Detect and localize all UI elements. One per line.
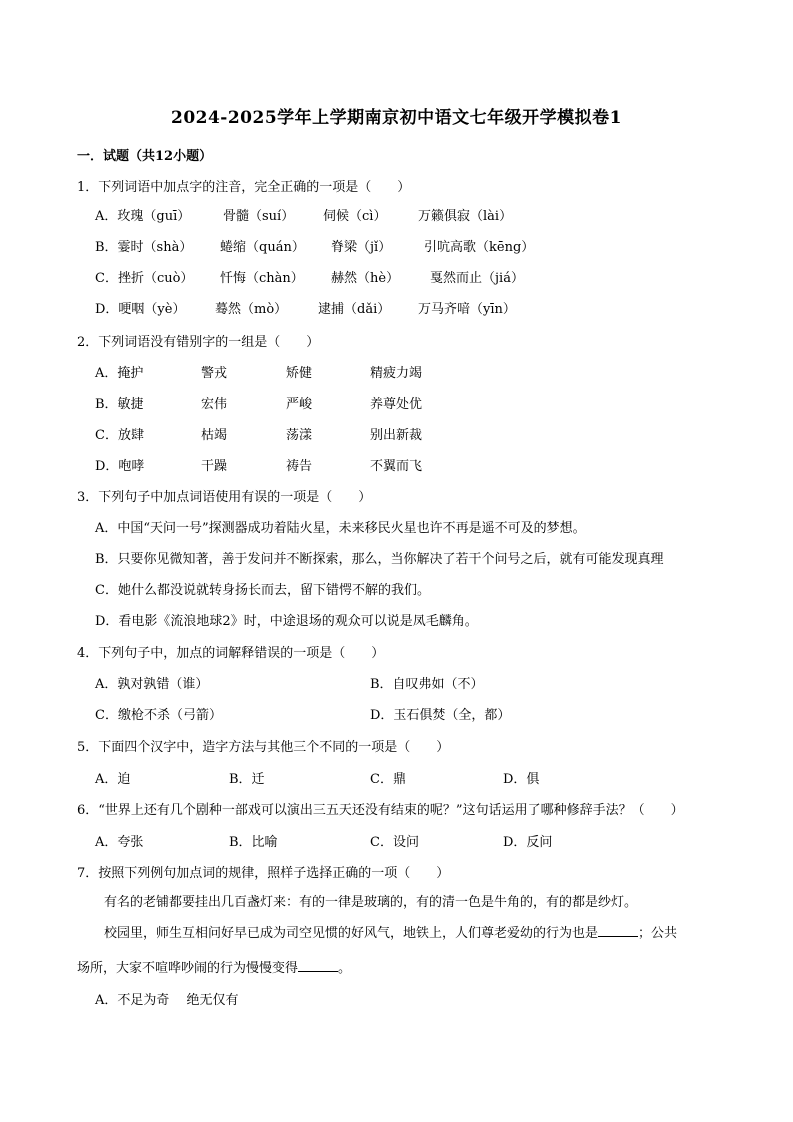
q1-option-d-word-1: D．哽咽（yè） <box>95 302 186 317</box>
q1-option-c-word-3: 赫然（hè） <box>331 271 400 286</box>
q2-option-c-word-2: 枯竭 <box>201 428 228 443</box>
q2-option-c-word-3: 荡漾 <box>286 428 313 443</box>
q7-passage-line-2-text: 场所，大家不喧哗吵闹的行为慢慢变得 <box>77 961 299 976</box>
q7-passage-line-1-tail: ；公共 <box>638 926 678 941</box>
question-6-stem: 6．“世界上还有几个剧种一部戏可以演出三五天还没有结束的呢？”这句话运用了哪种修辞手法？（ ） <box>77 803 684 818</box>
question-1-stem: 1．下列词语中加点字的注音，完全正确的一项是（ ） <box>77 180 411 195</box>
q6-option-b: B．比喻 <box>229 835 278 850</box>
q2-option-a-word-1: A．掩护 <box>95 366 144 381</box>
q6-option-c: C．设问 <box>370 835 419 850</box>
q2-option-a-word-4: 精疲力竭 <box>370 366 423 381</box>
q2-option-d-word-1: D．咆哮 <box>95 459 145 474</box>
q7-example-sentence: 有名的老铺都要挂出几百盏灯来：有的一律是玻璃的，有的清一色是牛角的，有的都是纱灯。 <box>104 895 638 910</box>
q2-option-d-word-4: 不翼而飞 <box>370 459 423 474</box>
q2-option-c-word-4: 别出新裁 <box>370 428 423 443</box>
q7-passage-line-1-text: 校园里，师生互相问好早已成为司空见惯的好风气，地铁上，人们尊老爱幼的行为也是 <box>104 926 599 941</box>
q1-option-d-word-2: 蓦然（mò） <box>215 302 288 317</box>
q2-option-d-word-2: 干躁 <box>201 459 228 474</box>
q4-option-d: D．玉石俱焚（全，都） <box>370 708 511 723</box>
q1-option-b-word-2: 蜷缩（quán） <box>220 240 305 255</box>
q3-option-d: D．看电影《流浪地球2》时，中途退场的观众可以说是凤毛麟角。 <box>95 614 478 629</box>
q2-option-b-word-4: 养尊处优 <box>370 397 423 412</box>
q2-option-c-word-1: C．放肆 <box>95 428 144 443</box>
q1-option-a-word-2: 骨髓（suí） <box>223 209 295 224</box>
q1-option-c-word-1: C．挫折（cuò） <box>95 271 194 286</box>
q2-option-a-word-3: 矫健 <box>286 366 313 381</box>
q5-option-a: A．迫 <box>95 772 131 787</box>
q2-option-b-word-2: 宏伟 <box>201 397 228 412</box>
q5-option-b: B．迁 <box>229 772 265 787</box>
page-title: 2024-2025学年上学期南京初中语文七年级开学模拟卷1 <box>170 108 622 128</box>
q5-option-d: D．俱 <box>503 772 540 787</box>
question-7-stem: 7．按照下列例句加点词的规律，照样子选择正确的一项（ ） <box>77 866 450 881</box>
q3-option-a: A．中国“天问一号”探测器成功着陆火星，未来移民火星也许不再是遥不可及的梦想。 <box>95 521 586 536</box>
question-4-stem: 4．下列句子中，加点的词解释错误的一项是（ ） <box>77 646 385 661</box>
q7-blank-1 <box>598 924 638 937</box>
q1-option-b-word-1: B．霎时（shà） <box>95 240 193 255</box>
q1-option-b-word-4: 引吭高歌（kēng） <box>424 240 535 255</box>
q1-option-c-word-4: 戛然而止（jiá） <box>430 271 524 286</box>
q2-option-d-word-3: 祷告 <box>286 459 313 474</box>
q1-option-c-word-2: 忏悔（chàn） <box>220 271 304 286</box>
q1-option-b-word-3: 脊梁（jǐ） <box>331 240 392 255</box>
q5-option-c: C．鼎 <box>370 772 406 787</box>
q7-passage-line-2 <box>77 957 351 976</box>
question-3-stem: 3．下列句子中加点词语使用有误的一项是（ ） <box>77 490 372 505</box>
question-2-stem: 2．下列词语没有错别字的一组是（ ） <box>77 335 320 350</box>
q4-option-c: C．缴枪不杀（弓箭） <box>95 708 222 723</box>
q7-blank-2 <box>298 959 338 972</box>
q1-option-a-word-3: 伺候（cì） <box>323 209 387 224</box>
q2-option-b-word-1: B．敏捷 <box>95 397 144 412</box>
q1-option-a-word-1: A．玫瑰（guī） <box>95 209 191 224</box>
q2-option-a-word-2: 警戎 <box>201 366 228 381</box>
q6-option-d: D．反问 <box>503 835 553 850</box>
q4-option-a: A．孰对孰错（谁） <box>95 677 209 692</box>
section-heading: 一．试题（共12小题） <box>77 149 213 164</box>
q3-option-b: B．只要你见微知著，善于发问并不断探索，那么，当你解决了若干个问号之后，就有可能发现真理 <box>95 552 664 567</box>
q1-option-d-word-4: 万马齐喑（yīn） <box>418 302 516 317</box>
q1-option-a-word-4: 万籁俱寂（lài） <box>418 209 513 224</box>
q1-option-d-word-3: 逮捕（dǎi） <box>318 302 391 317</box>
q6-option-a: A．夸张 <box>95 835 144 850</box>
q7-option-a: A．不足为奇 绝无仅有 <box>95 993 239 1008</box>
question-5-stem: 5．下面四个汉字中，造字方法与其他三个不同的一项是（ ） <box>77 740 450 755</box>
q7-passage-line-1 <box>104 922 677 941</box>
q2-option-b-word-3: 严峻 <box>286 397 313 412</box>
q4-option-b: B．自叹弗如（不） <box>370 677 484 692</box>
q3-option-c: C．她什么都没说就转身扬长而去，留下错愕不解的我们。 <box>95 583 430 598</box>
q7-passage-line-2-tail: 。 <box>338 961 352 976</box>
